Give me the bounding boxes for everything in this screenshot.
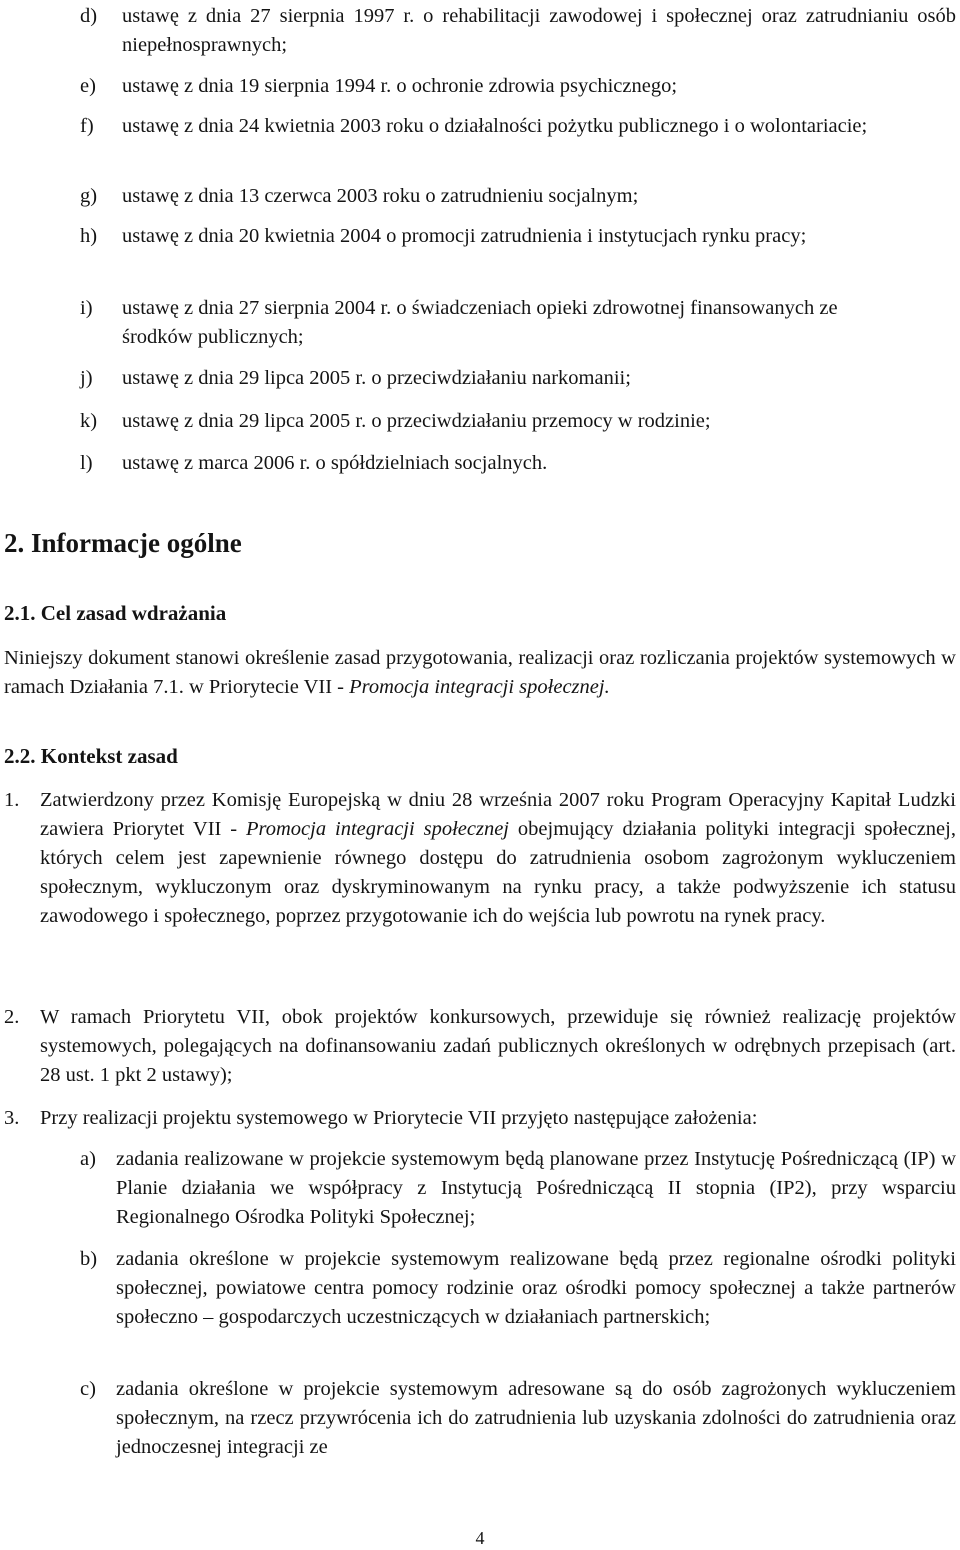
list-label: k) [80,410,98,432]
list-label: e) [80,75,96,97]
point-label: 1. [4,789,20,811]
list-label: h) [80,225,98,247]
list-item [0,112,960,141]
numbered-point [0,1104,960,1133]
list-item [0,1245,960,1332]
list-text: ustawę z dnia 20 kwietnia 2004 o promocji zatrudnienia i instytucjach rynku pracy; [122,225,807,247]
list-label: g) [80,185,98,207]
paragraph [4,644,956,702]
page-number: 4 [475,1528,485,1548]
numbered-point [0,1003,960,1090]
list-item [0,294,960,352]
list-item [0,222,960,251]
list-label: j) [80,367,93,389]
list-item [0,1375,960,1462]
list-item [0,72,960,101]
list-text: ustawę z dnia 27 sierpnia 1997 r. o rehabilitacji zawodowej i społecznej oraz zatrudnianiu osób niepełnosprawnych; [122,5,956,56]
section-heading: 2. Informacje ogólne [4,528,242,558]
list-item [0,2,960,60]
list-label: i) [80,297,93,319]
list-item [0,407,960,436]
paragraph-text: Niniejszy dokument stanowi określenie zasad przygotowania, realizacji oraz rozliczania projektów systemowych w ramach Działania 7.1. w Priorytecie VII - [4,647,956,698]
list-text: ustawę z marca 2006 r. o spółdzielniach socjalnych. [122,452,548,474]
list-text: ustawę z dnia 29 lipca 2005 r. o przeciwdziałaniu przemocy w rodzinie; [122,410,711,432]
list-item [0,364,960,393]
list-label: a) [80,1148,96,1170]
list-text: ustawę z dnia 27 sierpnia 2004 r. o świadczeniach opieki zdrowotnej finansowanych ze środków publicznych; [122,297,838,348]
point-text: Przy realizacji projektu systemowego w Priorytecie VII przyjęto następujące założenia: [40,1107,758,1129]
point-label: 2. [4,1006,20,1028]
list-label: c) [80,1378,96,1400]
list-text: zadania określone w projekcie systemowym realizowane będą przez regionalne ośrodki polityki społecznej, powiatowe centra pomocy rodzinie oraz ośrodki pomocy społecznej a także partnerów społeczno – gospodarczych uczestniczących w działaniach partnerskich; [116,1248,956,1328]
list-label: d) [80,5,98,27]
list-text: ustawę z dnia 19 sierpnia 1994 r. o ochronie zdrowia psychicznego; [122,75,678,97]
point-text: Zatwierdzony przez Komisję Europejską w dniu 28 września 2007 roku Program Operacyjny Kapitał Ludzki zawiera Priorytet VII - Promocja integracji społecznej obejmujący działania polityki integracji społecznej, których celem jest zapewnienie równego dostępu do zatrudnienia osobom zagrożonym wykluczeniem społecznym, wykluczonym oraz dyskryminowanym na rynku pracy, a także podwyższenie ich statusu zawodowego i społecznego, poprzez przygotowanie ich do wejścia lub powrotu na rynek pracy. [40,789,956,927]
list-label: f) [80,115,94,137]
list-text: ustawę z dnia 29 lipca 2005 r. o przeciwdziałaniu narkomanii; [122,367,631,389]
list-item [0,1145,960,1232]
list-label: b) [80,1248,98,1270]
list-text: zadania określone w projekcie systemowym adresowane są do osób zagrożonych wykluczeniem społecznym, na rzecz przywrócenia ich do zatrudnienia lub uzyskania zdolności do zatrudnienia oraz jednoczesnej integracji ze [116,1378,956,1458]
list-text: zadania realizowane w projekcie systemowym będą planowane przez Instytucję Pośredniczącą (IP) w Planie działania we współpracy z Instytucją Pośredniczącą II stopnia (IP2), przy wsparciu Regionalnego Ośrodka Polityki Społecznej; [116,1148,956,1228]
list-item [0,449,960,478]
list-item [0,182,960,211]
list-text: ustawę z dnia 24 kwietnia 2003 roku o działalności pożytku publicznego i o wolontariacie; [122,115,868,137]
list-label: l) [80,452,93,474]
numbered-point [0,786,960,931]
subsection-heading: 2.2. Kontekst zasad [4,744,178,768]
point-text: W ramach Priorytetu VII, obok projektów konkursowych, przewiduje się również realizację projektów systemowych, polegających na dofinansowaniu zadań publicznych określonych w odrębnych przepisach (art. 28 ust. 1 pkt 2 ustawy); [40,1006,956,1086]
list-text: ustawę z dnia 13 czerwca 2003 roku o zatrudnieniu socjalnym; [122,185,639,207]
paragraph-emphasis: Promocja integracji społecznej. [349,676,610,698]
subsection-heading: 2.1. Cel zasad wdrażania [4,601,227,625]
point-label: 3. [4,1107,20,1129]
